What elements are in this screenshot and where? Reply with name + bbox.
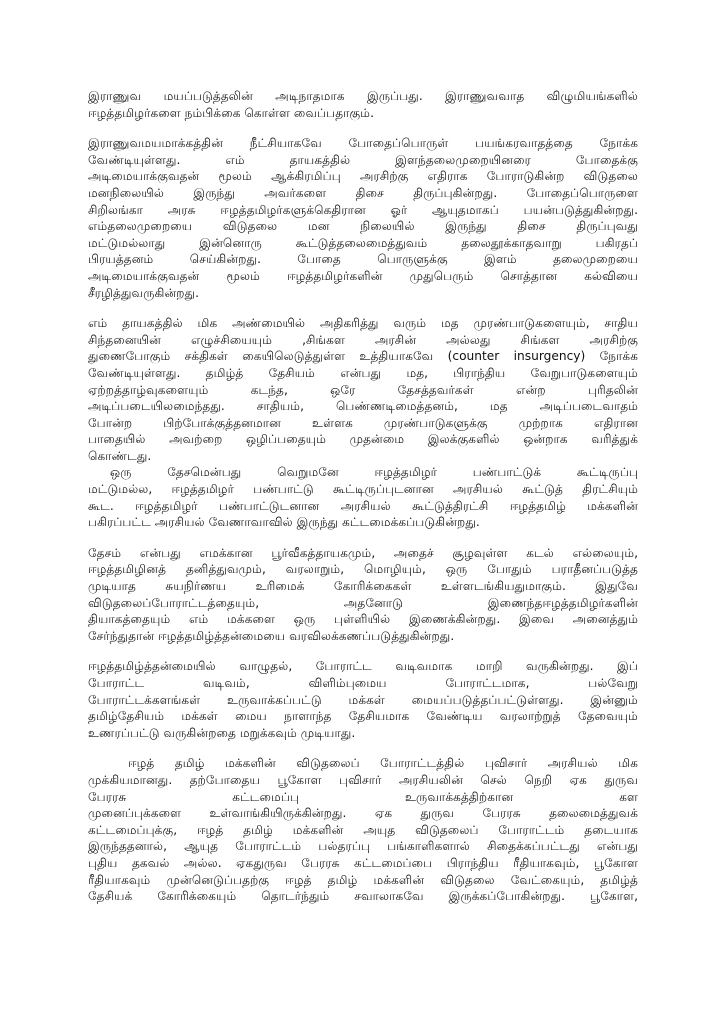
text-line: தேசம் என்பது எமக்கான பூர்வீகத்தாயகமும், அதைச் சூழவுள்ள கடல் எல்லையும், [88, 545, 638, 560]
text-line: வேண்டியுள்ளது. தமிழ்த் தேசியம் என்பது மத, பிரா‌ந்திய வேறுபாடுகளையும் [88, 365, 638, 380]
text-line: ஈழத் தமிழ் மக்களின் விடுதலைப் போராட்டத்தில் புவிசார் அரசியல் மிக [128, 756, 638, 771]
text-line: பேரரசு கட்டமைப்பு உருவாக்கத்திற்கான கள [88, 789, 638, 804]
text-line: இராணுவமயமாக்கத்தின் நீட்சியாகவே போதைப்பொருள் பயங்கரவாதத்தை நோக்க [88, 136, 638, 151]
text-line: கட்டமைப்புக்கு, ஈழத் தமிழ் மக்களின் அயுத விடுதலைப் போராட்டம் தடையாக [88, 822, 638, 837]
text-line: புதிய தகவல் அல்ல. ஏகதுருவ பேரரசு கட்டமைப்பை பிராந்திய ரீதியாகவும், பூகோள [88, 855, 638, 870]
text-line: முனைப்புக்களை உள்வாங்கியிருக்கின்றது. ஏக துருவ பேரரசு தலைமைத்துவக் [88, 806, 638, 821]
paragraph-6 [88, 755, 638, 904]
text-line: அடிமையாக்குவதன் மூலம் ஈழத்தமிழர்களின் முதுபெரும் சொத்தான கல்வியை [88, 268, 638, 283]
text-line: சிறிலங்கா அரசு ஈழத்தமிழர்களுக்கெதிரான ஓர் ஆயுதமாகப் பயன்படுத்துகின்றது. [88, 202, 638, 217]
text-line: எம் தாயகத்தில் மிக அண்மையில் அதிகரித்து வரும் மத முரண்பாடுகளையும், சாதிய [88, 316, 638, 331]
paragraph-3 [88, 315, 638, 531]
text-line: கொண்டது. [88, 448, 152, 463]
text-line: போராட்டக்களங்கள் உருவாக்கப்பட்டு மக்கள் மையப்படுத்தப்பட்டுள்ளது. இன்னும் [88, 692, 638, 707]
text-line: ஈழத்தமிழ்த்தன்மையில் வாழுதல், போராட்ட வடிவமாக மாறி வருகின்றது. இப் [88, 659, 638, 674]
document-page [88, 88, 638, 919]
text-line: முடியாத சுயநிர்ணய உரிமைக் கோரிக்கைகள் உள்ளடங்கியதுமாகும். இதுவே [88, 579, 638, 594]
paragraph-5 [88, 658, 638, 741]
text-line: ஏற்றத்தாழ்வுகளையும் கடந்த, ஒரே தேசத்தவர்கள் என்ற புரிதலின் [88, 382, 638, 397]
text-line: இராணுவ மயப்படுத்தலின் அடிநாதமாக இருப்பது. இராணுவவாத விழுமியங்களில் [88, 89, 638, 103]
text-line: தமிழ்தேசியம் மக்கள் மைய நாளாந்த தேசியமாக வேண்டிய வரலாற்றுத் தேவையும் [88, 709, 638, 724]
text-line: துணைபோகும் சக்திகள் கையிலெடுத்துள்ள உத்தியாகவே (counter insurgency) நோக்க [88, 349, 638, 364]
text-line: கூட. ஈழத்தமிழர் பண்பாட்டுடனான அரசியல் கூட்டுத்திரட்சி ஈழத்தமிழ் மக்களின் [88, 498, 638, 513]
text-line: அடிப்படையிலமைந்தது. சாதியம், பெண்ணடிமைத்தனம், மத அடிப்படைவாதம் [88, 399, 638, 414]
text-line: முக்கியமானது. தற்போதைய பூகோள புவிசார் அரசியலின் செல் நெறி ஏக துருவ [88, 772, 638, 787]
text-line: தேசியக் கோரிக்கையும் தொடர்ந்தும் சவாலாகவே இருக்கப்போகின்றது. பூகோள, [88, 889, 638, 904]
text-line: போராட்ட வடிவம், விளிம்புமைய போராட்டமாக, பல்வேறு [88, 676, 638, 690]
text-line: சேர்ந்துதான் ஈழத்தமிழ்த்தன்மையை வரவிலக்கணப்படுத்துகின்றது. [88, 628, 455, 643]
text-line: போன்ற பிற்போக்குத்தனமான உள்ளக முரண்பாடுகளுக்கு முற்றாக எதிரான [88, 415, 638, 430]
paragraph-2 [88, 135, 638, 301]
text-line: சீரழித்துவருகின்றது. [88, 285, 200, 300]
text-line: மட்டுமல்லாது இன்னொரு கூட்டுத்தலைமைத்துவம் தலைதூக்காதவாறு பகிரதப் [88, 235, 638, 250]
text-line: எம்தலைமுறையை விடுதலை மன நிலையில் இருந்து திசை திருப்புவது [88, 219, 638, 234]
text-line: தியாகத்தையும் எம் மக்களை ஒரு புள்ளியில் இணைக்கின்றது. இவை அனைத்தும் [88, 612, 638, 627]
paragraph-1 [88, 88, 638, 121]
paragraph-4 [88, 545, 638, 645]
text-line: ஒரு தேசமென்பது வெறுமனே ஈழத்தமிழர் பண்பாட்டுக் கூட்டிருப்பு [110, 465, 638, 480]
text-line: உணரப்பட்டு வருகின்றதை மறுக்கவும் முடியாது. [88, 725, 356, 740]
text-line: விடுதலைப்போராட்டத்தையும், அதனோடு இணைந்தஈழத்தமிழர்களின் [88, 595, 638, 610]
text-line: ஈழத்தமிழினத் தனித்துவமும், வரலாறும், மொழியும், ஒரு போதும் பராதீனப்படுத்த [88, 562, 638, 577]
text-line: இருந்ததனால், ஆயுத போராட்டம் பல்தரப்பு பங்காளிகளால் சிதைக்கப்பட்டது என்பது [88, 839, 638, 854]
text-line: ரீதியாகவும் முன்னெடுப்பதற்கு ஈழத் தமிழ் மக்களின் விடுதலை வேட்கையும், தமிழ்த் [88, 872, 638, 887]
text-line: சிந்தனையின் எழுச்சியையும் ,சிங்கள அரசின் அல்லது சிங்கள அரசிற்கு [88, 332, 638, 347]
text-line: பாதையில் அவற்றை ஒழிப்பதையும் முதன்மை இலக்குகளில் ஒன்றாக வரித்துக் [88, 432, 638, 447]
text-line: பகிரப்பட்ட அரசியல் வேணாவாவில் இருந்து கட்டமைக்கப்படுகின்றது. [88, 515, 480, 530]
text-line: மட்டுமல்ல, ஈழத்தமிழர் பண்பாட்டு கூட்டிருப்புடனான அரசியல் கூட்டுத் திரட்சியும் [88, 482, 638, 497]
text-line: வேண்டியுள்ளது. எம் தாயகத்தில் இளந்தலைமுறையினரை போதைக்கு [88, 152, 638, 167]
text-line: அடிமையாக்குவதன் மூலம் ஆக்கிரமிப்பு அரசிற்கு எதிராக போராடுகின்ற விடுதலை [88, 169, 638, 184]
text-line: ஈழத்தமிழர்களை நம்பிக்கை கொள்ள வைப்பதாகும். [88, 105, 374, 120]
text-line: பிரயத்தனம் செய்கின்றது. போதை பொருளுக்கு இளம் தலைமுறையை [88, 252, 638, 267]
text-line: மனநிலையில் இருந்து அவர்களை திசை திருப்புகின்றது. போதைப்பொருளை [88, 185, 638, 200]
